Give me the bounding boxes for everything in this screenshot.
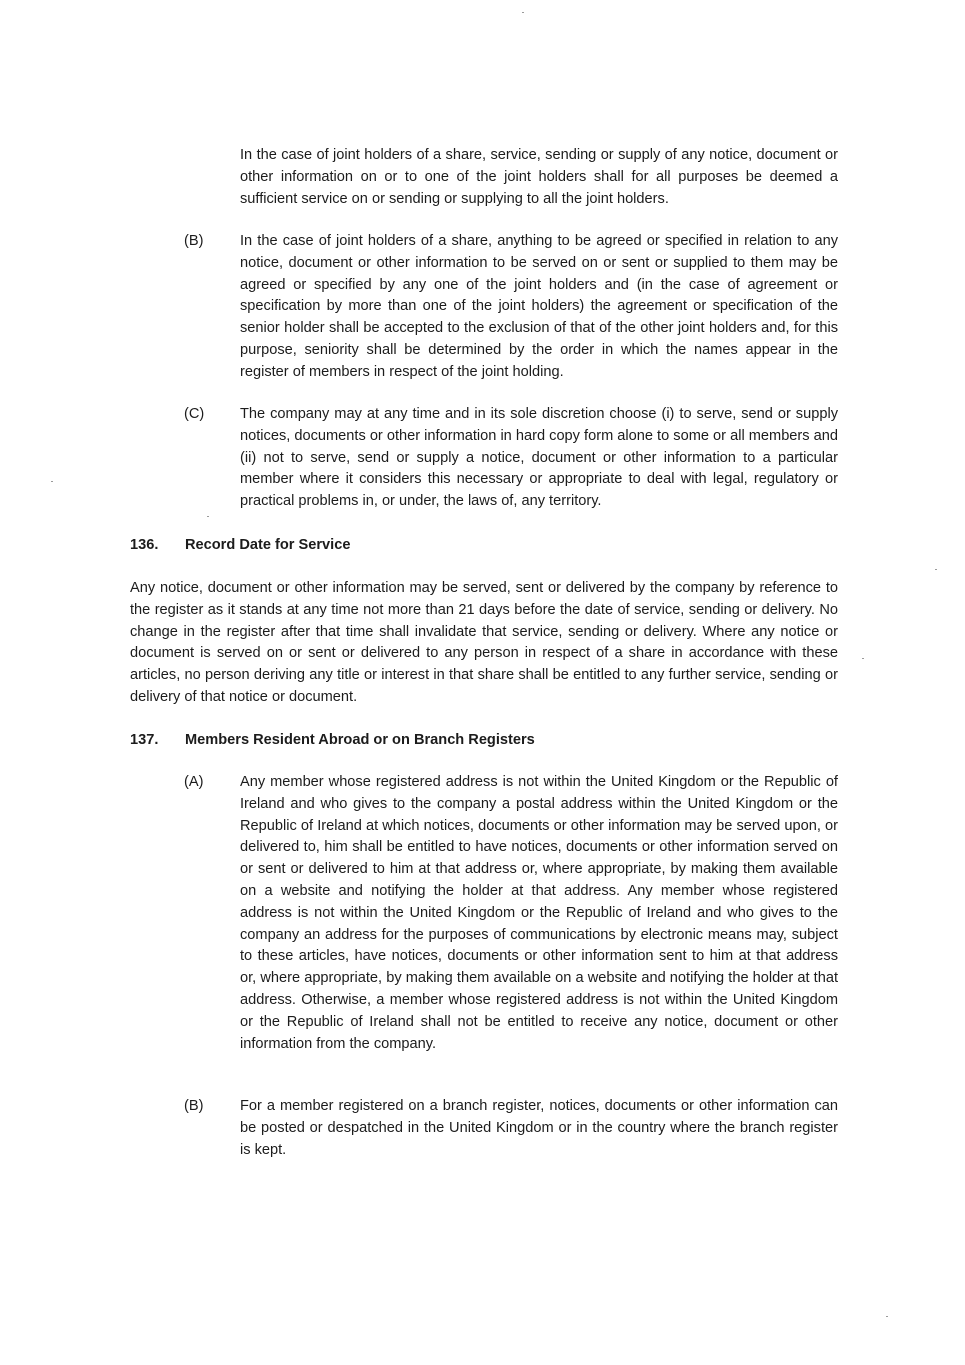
item-label-137-a: (A) <box>184 774 204 790</box>
scan-speck <box>522 12 524 13</box>
section-136-title: Record Date for Service <box>185 537 351 553</box>
section-137-title: Members Resident Abroad or on Branch Registers <box>185 732 535 748</box>
scan-speck <box>935 569 937 570</box>
scan-speck <box>207 516 209 517</box>
item-b-text: In the case of joint holders of a share, anything to be agreed or specified in relation to any notice, document or other information to be served on or sent or supplied to them may be agreed or specified by any one of the joint holders and (in the case of agreement or specification by more than one of the joint holders) the agreement or specification of the senior holder shall be accepted to the exclusion of that of the other joint holders and, for this purpose, seniority shall be determined by the order in which the names appear in the register of members in respect of the joint holding. <box>240 233 838 380</box>
intro-paragraph: In the case of joint holders of a share, service, sending or supply of any notice, document or other information on or to one of the joint holders shall for all purposes be deemed a sufficient service on or sending or supplying to all the joint holders. <box>240 147 838 207</box>
section-136-text: Any notice, document or other information may be served, sent or delivered by the company by reference to the register as it stands at any time not more than 21 days before the date of service, sending or delivery. No change in the register after that time shall invalidate that service, sending or delivery. Where any notice or document is served on or sent or delivered to any person in respect of a share in accordance with these articles, no person deriving any title or interest in that share shall be entitled to any further service, sending or delivery of that notice or document. <box>130 580 838 705</box>
section-137-number: 137. <box>130 732 159 748</box>
item-137-a-text: Any member whose registered address is not within the United Kingdom or the Republic of Ireland and who gives to the company a postal address within the United Kingdom or the Republic of Ireland at which notices, documents or other information may be served upon, or delivered to, him shall be entitled to have notices, documents or other information served on or sent or delivered to him at that address or, where appropriate, by making them available on a website and notifying the holder at that address. Any member whose registered address is not within the United Kingdom or the Republic of Ireland and who gives to the company an address for the purposes of communications by electronic means may, subject to these articles, have notices, documents or other information sent to him at that address or, where appropriate, by making them available on a website and notifying the holder at that address. Otherwise, a member whose registered address is not within the United Kingdom or the Republic of Ireland shall not be entitled to receive any notice, document or other information from the company. <box>240 774 838 1052</box>
item-label-137-b: (B) <box>184 1098 204 1114</box>
item-137-b-text: For a member registered on a branch register, notices, documents or other information can be posted or despatched in the United Kingdom or in the country where the branch register is kept. <box>240 1098 838 1158</box>
scan-speck <box>51 481 53 482</box>
section-136-number: 136. <box>130 537 159 553</box>
item-label-c: (C) <box>184 406 205 422</box>
scan-speck <box>862 658 864 659</box>
item-c-text: The company may at any time and in its sole discretion choose (i) to serve, send or supply notices, documents or other information in hard copy form alone to some or all members and (ii) not to serve, send or supply a notice, document or other information to a particular member where it considers this necessary or appropriate to deal with legal, regulatory or practical problems in, or under, the laws of, any territory. <box>240 406 838 510</box>
item-label-b: (B) <box>184 233 204 249</box>
scan-speck <box>886 1316 888 1317</box>
